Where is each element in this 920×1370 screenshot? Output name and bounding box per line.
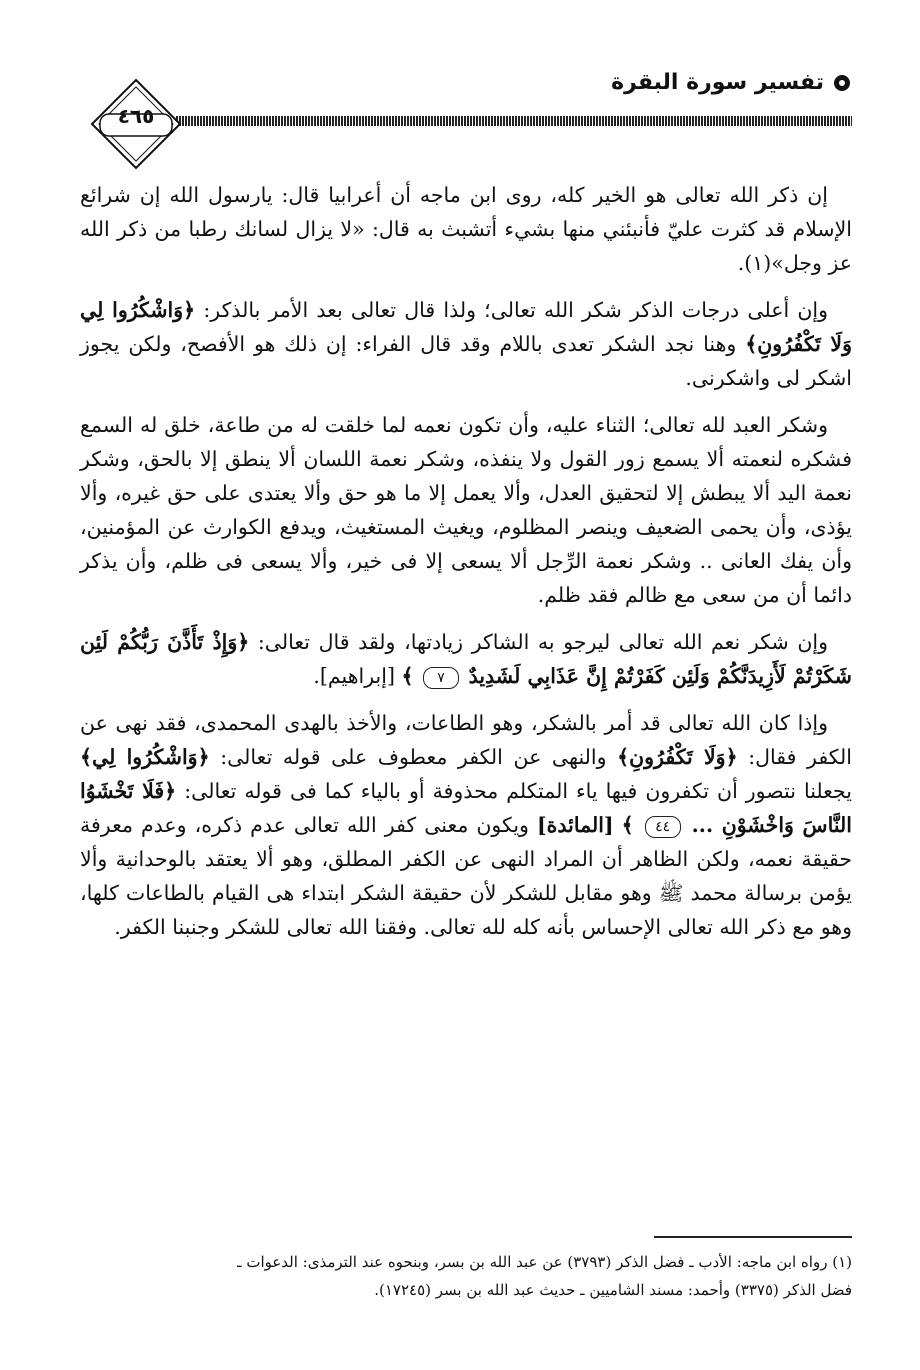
- page-number-badge: [90, 78, 182, 170]
- running-title-text: تفسير سورة البقرة: [611, 70, 824, 95]
- text-span: وإن أعلى درجات الذكر شكر الله تعالى؛ ولذا قال تعالى بعد الأمر بالذكر:: [203, 298, 828, 322]
- paragraph: [80, 625, 852, 693]
- main-text: [80, 178, 852, 957]
- footnote-divider: [654, 1236, 852, 1238]
- paragraph: إن ذكر الله تعالى هو الخير كله، روى ابن ماجه أن أعرابيا قال: يارسول الله إن شرائع الإسلام قد كثرت عليّ فأنبئني منها بشيء أتشبث به قال: «لا يزال لسانك رطبا من ذكر الله عز وجل»(١).: [80, 183, 852, 275]
- text-span: وإذا كان الله تعالى قد أمر بالشكر، وهو الطاعات، والأخذ بالهدى المحمدى، فقد نهى عن الكفر فقال:: [80, 711, 852, 769]
- quran-bracket: ﴾: [621, 813, 634, 837]
- quran-verse: ﴿وَلَا تَكْفُرُونِ﴾: [617, 745, 738, 769]
- ayah-number-marker: ٧: [423, 667, 459, 689]
- footnote-line: فضل الذكر (٣٣٧٥) وأحمد: مسند الشاميين ـ حديث عبد الله بن بسر (١٧٢٤٥).: [374, 1281, 852, 1299]
- paragraph: [80, 706, 852, 944]
- text-span: وإن شكر نعم الله تعالى ليرجو به الشاكر زيادتها، ولقد قال تعالى:: [257, 630, 828, 654]
- quran-bracket: ﴾: [401, 664, 414, 688]
- page-header: [80, 60, 852, 170]
- running-title: [611, 70, 852, 95]
- ayah-number-marker: ٤٤: [645, 816, 681, 838]
- footnote-line: (١) رواه ابن ماجه: الأدب ـ فضل الذكر (٣٧٩٣) عن عبد الله بن بسر، وبنحوه عند الترمذى: الدعوات ـ: [237, 1253, 852, 1271]
- paragraph: وشكر العبد لله تعالى؛ الثناء عليه، وأن تكون نعمه لما خلقت له من طاعة، خلق له السمع فشكره لنعمته ألا يسمع زور القول ولا ينفذه، وشكر نعمة اللسان ألا ينطق إلا بالحق، وشكر نعمة اليد ألا يبطش إلا لتحقيق العدل، وألا يعمل إلا ما هو حق وألا يعتدى على حق غيره، وألا يؤذى، وأن يحمى الضعيف وينصر المظلوم، ويغيث المستغيث، ويدفع الكوارث عن المؤمنين، وأن يفك العانى .. وشكر نعمة الرِّجل ألا يسعى إلا فى خير، وألا يسعى فى ظلم، وأن يذكر دائما أن من سعى مع ظالم فقد ظلم.: [80, 413, 852, 607]
- quran-verse: ﴿وَاشْكُرُوا لِي﴾: [80, 745, 210, 769]
- text-span: يجعلنا نتصور أن تكفرون فيها ياء المتكلم محذوفة أو بالياء كما فى قوله تعالى:: [184, 779, 852, 803]
- text-span: وهنا نجد الشكر تعدى باللام وقد قال الفراء: إن ذلك هو الأفصح، ولكن يجوز اشكر لى واشكرنى.: [80, 332, 852, 390]
- text-span: والنهى عن الكفر معطوف على قوله تعالى:: [220, 745, 607, 769]
- quran-verse: ﴿وَإِذْ تَأَذَّنَ رَبُّكُمْ لَئِن شَكَرْتُمْ لَأَزِيدَنَّكُمْ وَلَئِن كَفَرْتُمْ إِنَّ عَذَابِي لَشَدِيدٌ: [80, 630, 852, 688]
- ornament-icon: [832, 73, 852, 93]
- header-rule: [176, 116, 852, 126]
- surah-reference: [إبراهيم].: [313, 664, 395, 688]
- footnotes: [80, 1248, 852, 1304]
- text-span: ويكون معنى كفر الله تعالى عدم ذكره، وعدم معرفة حقيقة نعمه، ولكن الظاهر أن المراد النهى عن الكفر المطلق، وهو ألا يعتقد بالوحدانية وألا يؤمن برسالة محمد ﷺ وهو مقابل للشكر لأن حقيقة الشكر ابتداء هى القيام بالطاعات كلها، وهو مع ذكر الله تعالى الإحساس بأنه كله لله تعالى. وفقنا الله تعالى للشكر وجنبنا الكفر.: [80, 813, 852, 939]
- paragraph: [80, 293, 852, 395]
- quran-verse: ﴿فَلَا تَخْشَوُا النَّاسَ وَاخْشَوْنِ ...: [80, 779, 852, 837]
- surah-reference: [المائدة]: [536, 813, 614, 837]
- page-number: ٤٦٥: [117, 104, 155, 128]
- quran-verse: ﴿وَاشْكُرُوا لِي وَلَا تَكْفُرُونِ﴾: [80, 298, 852, 356]
